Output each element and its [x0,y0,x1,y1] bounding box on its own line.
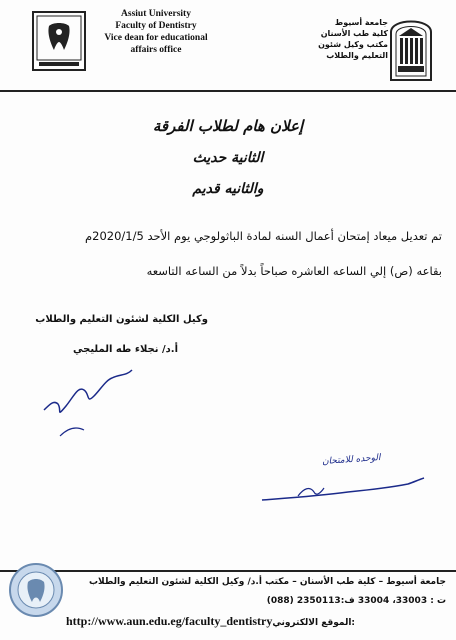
english-header-line: Faculty of Dentistry [115,21,197,31]
arabic-header-line: كلية طب الأسنان [320,29,388,38]
announcement-subtitle: الثانية حديث [192,150,264,166]
footer-address: جامعة أسيوط – كلية طب الأسنان – مكتب أ.د/ وكيل الكلية لشئون التعليم والطلاب [88,577,446,587]
footer-phone: ت : 33003، 33004 ف:2350113 (088) [266,596,446,606]
arabic-header [296,17,388,61]
arabic-header-line: مكتب وكيل شئون [318,40,388,49]
second-signature [258,474,428,508]
website-label: الموقع الالكتروني: [272,618,356,628]
announcement-body-line: بقاعه (ص) إلي الساعه العاشره صباحاً بدلاً من الساعه التاسعه [146,264,442,278]
english-header-line: Assiut University [121,9,191,19]
header-divider [0,90,456,92]
announcement-subtitle-2: والثانيه قديم [192,181,264,197]
faculty-logo [31,10,87,72]
english-header-line: affairs office [130,45,182,55]
website-link[interactable]: http://www.aun.edu.eg/faculty_dentistry [66,614,273,628]
stamp-note: الوحده للامتحان [321,452,381,468]
arabic-header-line: جامعة أسيوط [334,18,388,27]
handwritten-signature [40,360,140,440]
announcement-title: إعلان هام لطلاب الفرقة [152,117,304,135]
university-logo [388,10,434,82]
signatory-name: أ.د/ نجلاء طه المليجي [73,344,178,355]
announcement-body-line: تم تعديل ميعاد إمتحان أعمال السنه لمادة الباثولوجي يوم الأحد 2020/1/5م [85,229,442,243]
arabic-header-line: التعليم والطلاب [326,51,388,60]
footer-divider [0,570,456,572]
english-header [86,8,226,56]
english-header-line: Vice dean for educational [104,33,208,43]
footer-website [66,614,446,629]
footer-logo [8,560,64,620]
signatory-title: وكيل الكلية لشئون التعليم والطلاب [35,314,208,325]
